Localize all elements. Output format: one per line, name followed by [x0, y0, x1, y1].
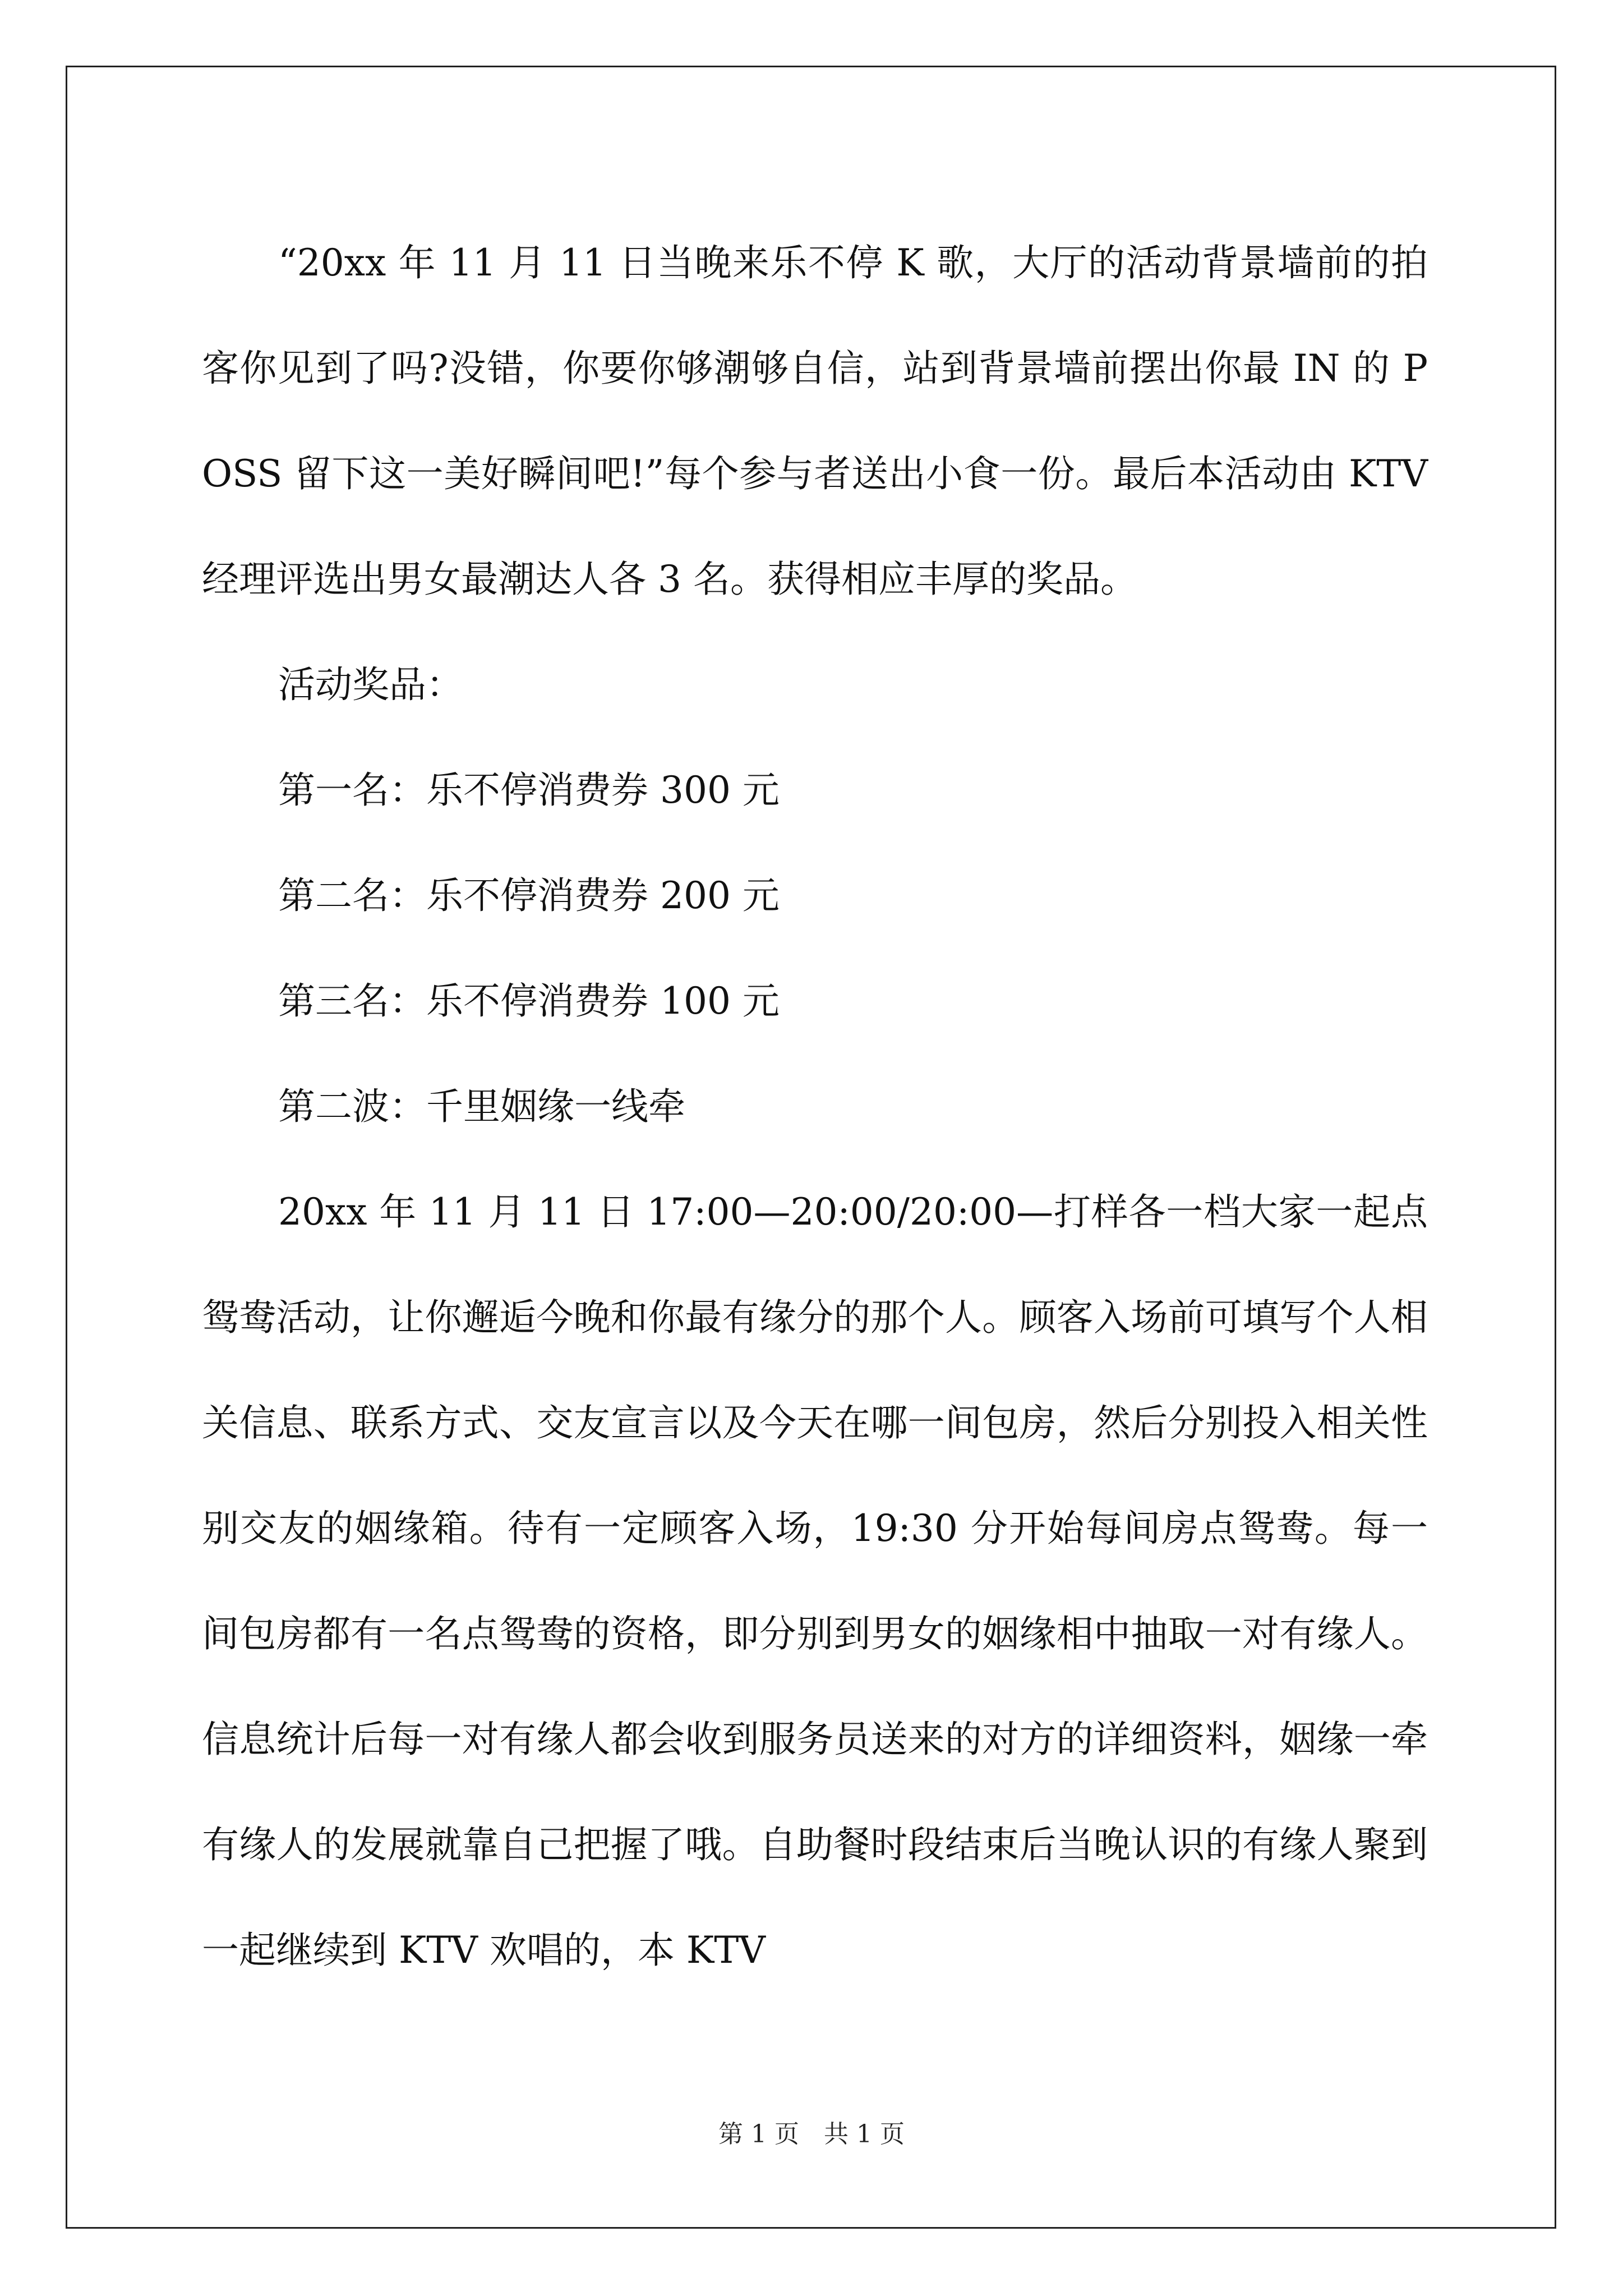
paragraph-third-prize: 第三名：乐不停消费券 100 元	[278, 979, 780, 1023]
paragraph-photo-activity: “20xx 年 11 月 11 日当晚来乐不停 K 歌，大厅的活动背景墙前的拍客你见到了吗?没错，你要你够潮够自信，站到背景墙前摆出你最 IN 的 POSS 留下这一美好瞬间吧!”每个参与者送出小食一份。最后本活动由 KTV 经理评选出男女最潮达人各 3 名。获得相应丰厚的奖品。	[202, 241, 1428, 601]
paragraph-matchmaking-activity: 20xx 年 11 月 11 日 17:00—20:00/20:00—打样各一档大家一起点鸳鸯活动，让你邂逅今晚和你最有缘分的那个人。顾客入场前可填写个人相关信息、联系方式、交友宣言以及今天在哪一间包房，然后分别投入相关性别交友的姻缘箱。待有一定顾客入场，19:30 分开始每间房点鸳鸯。每一间包房都有一名点鸳鸯的资格，即分别到男女的姻缘相中抽取一对有缘人。信息统计后每一对有缘人都会收到服务员送来的对方的详细资料，姻缘一牵有缘人的发展就靠自己把握了哦。自助餐时段结束后当晚认识的有缘人聚到一起继续到 KTV 欢唱的，本 KTV	[202, 1190, 1428, 1972]
paragraph-prizes-heading: 活动奖品：	[278, 663, 463, 706]
paragraph-first-prize: 第一名：乐不停消费券 300 元	[278, 769, 780, 812]
paragraph-second-prize: 第二名：乐不停消费券 200 元	[278, 874, 780, 917]
paragraph-second-wave-heading: 第二波：千里姻缘一线牵	[278, 1085, 685, 1128]
page-footer: 第 1 页 共 1 页	[718, 2120, 905, 2148]
document-body	[202, 210, 1428, 2003]
